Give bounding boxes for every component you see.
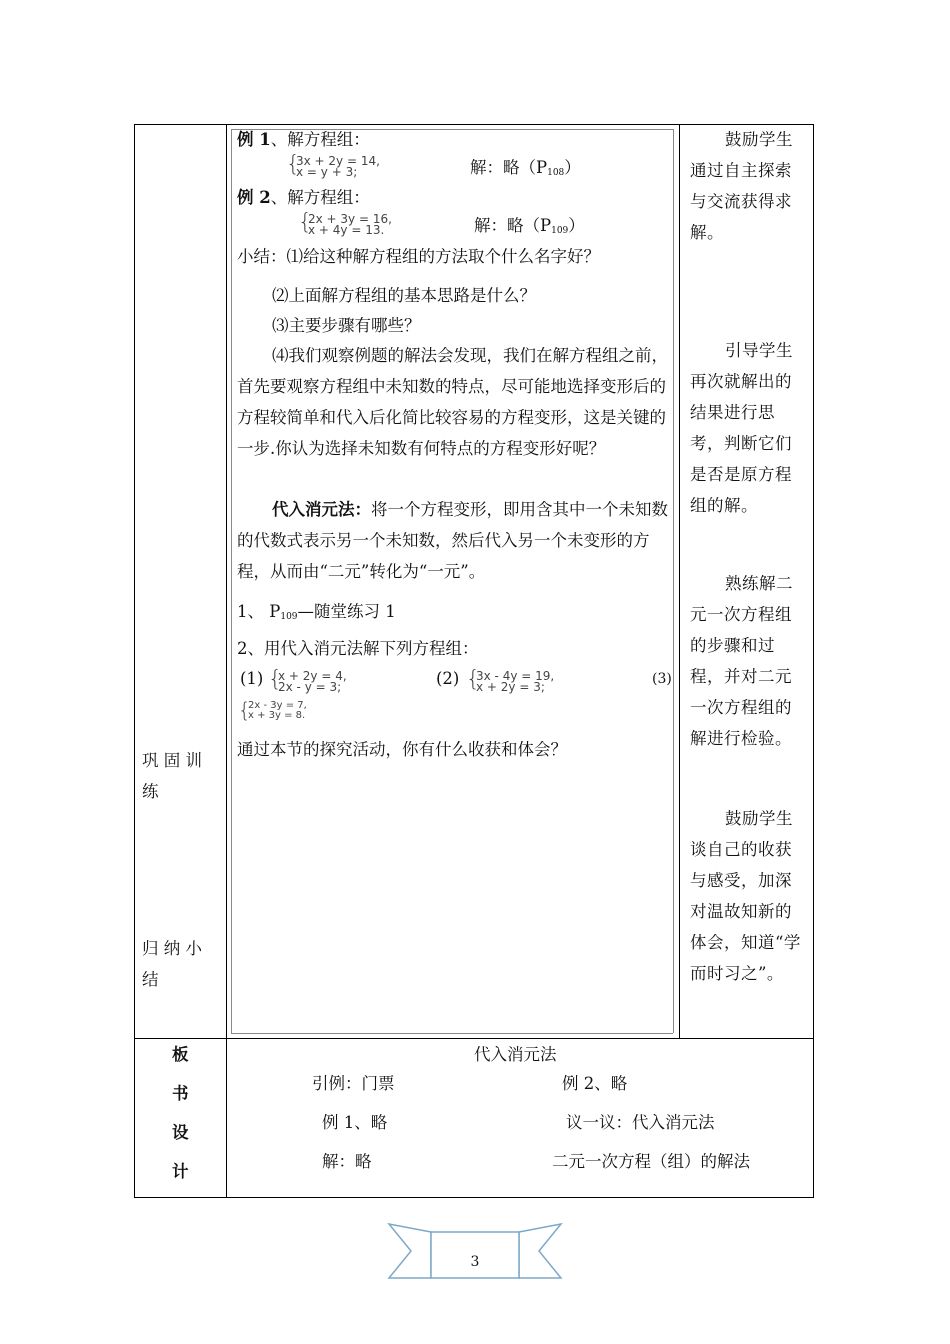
board-label-char-2: 书 <box>172 1084 189 1103</box>
side-note-1: 鼓励学生通过自主探索与交流获得求解。 <box>690 130 793 242</box>
summary-question-3: ⑶主要步骤有哪些？ <box>272 316 421 335</box>
table-col-divider-2 <box>679 124 680 1039</box>
system-1: { x + 2y = 4, 2x - y = 3; <box>268 667 347 694</box>
exercise-2: 2、用代入消元法解下列方程组： <box>237 639 479 658</box>
example2-system: { 2x + 3y = 16, x + 4y = 13. <box>298 210 392 237</box>
brace-icon: { <box>286 152 300 177</box>
cell-inner-left <box>231 129 232 1033</box>
board-row2-left: 例 1、略 <box>322 1113 388 1132</box>
brace-icon: { <box>238 698 251 722</box>
summary-question-1: 小结：⑴给这种解方程组的方法取个什么名字好？ <box>237 247 600 266</box>
board-row1-left: 引例：门票 <box>312 1074 395 1093</box>
board-label-char-4: 计 <box>172 1162 189 1181</box>
board-row1-right: 例 2、略 <box>562 1074 628 1093</box>
table-right-border <box>813 124 814 1198</box>
system-2: { 3x - 4y = 19, x + 2y = 3; <box>466 667 555 694</box>
side-note-4: 鼓励学生谈自己的收获与感受，加深对温故知新的体会，知道“学而时习之”。 <box>690 809 801 983</box>
example2-heading: 例 2、解方程组： <box>237 188 370 207</box>
system-1-label: (1) <box>240 669 264 688</box>
board-row3-left: 解：略 <box>322 1152 372 1171</box>
example1-heading: 例 1、解方程组： <box>237 130 370 149</box>
cell-inner-right <box>673 129 674 1033</box>
cell-inner-bottom <box>231 1033 673 1034</box>
summary-question-2: ⑵上面解方程组的基本思路是什么？ <box>272 286 536 305</box>
table-col-divider-1 <box>226 124 227 1198</box>
example1-answer: 解：略$(P_{108})$ <box>470 158 581 178</box>
board-label-char-3: 设 <box>172 1123 189 1142</box>
exercise-1: 1、 $P_{109}—$随堂练习 1 <box>237 602 396 622</box>
label-consolidate: 巩 固 训 练 <box>142 751 202 801</box>
system-3-label: (3) <box>652 671 672 687</box>
table-row-divider <box>134 1038 814 1039</box>
system-3: { 2x - 3y = 7, x + 3y = 8. <box>238 698 307 722</box>
page-number: 3 <box>470 1254 480 1270</box>
brace-icon: { <box>268 667 282 692</box>
side-note-2: 引导学生再次就解出的结果进行思考，判断它们是否是原方程组的解。 <box>690 341 793 515</box>
table-bottom-border <box>134 1197 814 1198</box>
example2-answer: 解：略$(P_{109})$ <box>474 216 585 236</box>
side-note-3: 熟练解二元一次方程组的步骤和过程，并对二元一次方程组的解进行检验。 <box>690 574 793 748</box>
board-row3-right: 二元一次方程（组）的解法 <box>552 1152 750 1171</box>
label-summary: 归 纳 小 结 <box>142 939 202 989</box>
closing-question: 通过本节的探究活动，你有什么收获和体会？ <box>237 740 567 759</box>
table-left-border <box>134 124 135 1198</box>
example1-system: { 3x + 2y = 14, x = y + 3; <box>286 152 380 179</box>
board-title: 代入消元法 <box>474 1045 557 1064</box>
brace-icon: { <box>298 210 312 235</box>
brace-icon: { <box>466 667 480 692</box>
board-label-char-1: 板 <box>172 1045 189 1064</box>
summary-question-4: ⑷我们观察例题的解法会发现，我们在解方程组之前，首先要观察方程组中未知数的特点，尽可能地选择变形后的方程较简单和代入后化简比较容易的方程变形，这是关键的一步.你认为选择未知数有何特点的方程变形好呢？ <box>237 346 668 458</box>
board-row2-right: 议一议：代入消元法 <box>566 1113 715 1132</box>
system-2-label: (2) <box>436 669 460 688</box>
method-definition: 代入消元法：将一个方程变形，即用含其中一个未知数的代数式表示另一个未知数，然后代入另一个未变形的方程，从而由“二元”转化为“一元”。 <box>237 500 668 581</box>
